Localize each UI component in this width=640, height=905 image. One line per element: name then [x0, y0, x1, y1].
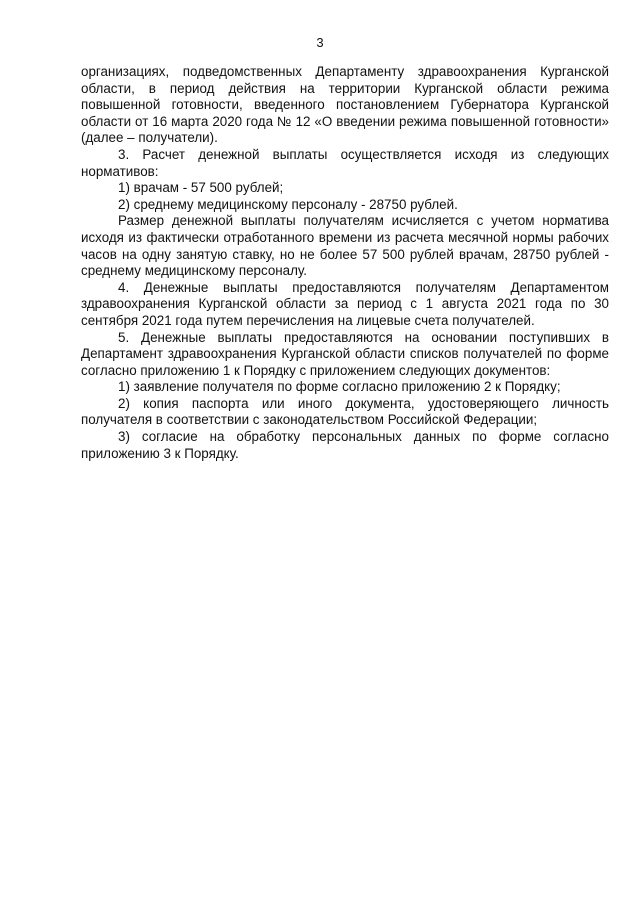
paragraph-item-3: 3. Расчет денежной выплаты осуществляется исходя из следующих нормативов: — [81, 146, 609, 179]
list-item-consent: 3) согласие на обработку персональных данных по форме согласно приложению 3 к Порядку. — [81, 429, 609, 461]
paragraph-item-5: 5. Денежные выплаты предоставляются на основании поступивших в Департамент здравоохранения Курганской области списков получателей по форме согласно приложению 1 к Порядку с приложением следующих документов: — [81, 329, 609, 378]
list-item-medical-staff: 2) среднему медицинскому персоналу - 28750 рублей. — [118, 196, 458, 212]
paragraph-item-4: 4. Денежные выплаты предоставляются получателям Департаментом здравоохранения Курганской области за период с 1 августа 2021 года по 30 сентября 2021 года путем перечисления на лицевые счета получателей. — [81, 279, 609, 328]
paragraph-payment-size: Размер денежной выплаты получателям исчисляется с учетом норматива исходя из фактически отработанного времени из расчета месячной нормы рабочих часов на одну занятую ставку, но не более 57 500 рублей врачам, 28750 рублей - среднему медицинскому персоналу. — [81, 213, 609, 279]
document-body — [81, 64, 609, 462]
paragraph-recipients-definition: организациях, подведомственных Департаменту здравоохранения Курганской области, в период действия на территории Курганской области режима повышенной готовности, введенного постановлением Губернатора Курганской области от 16 марта 2020 года № 12 «О введении режима повышенной готовности» (далее – получатели). — [81, 64, 609, 146]
list-item-doctors: 1) врачам - 57 500 рублей; — [118, 180, 284, 196]
page-number: 3 — [316, 35, 324, 50]
list-item-passport-copy: 2) копия паспорта или иного документа, удостоверяющего личность получателя в соответствии с законодательством Российской Федерации; — [81, 395, 609, 428]
list-item-application: 1) заявление получателя по форме согласно приложению 2 к Порядку; — [118, 379, 561, 395]
